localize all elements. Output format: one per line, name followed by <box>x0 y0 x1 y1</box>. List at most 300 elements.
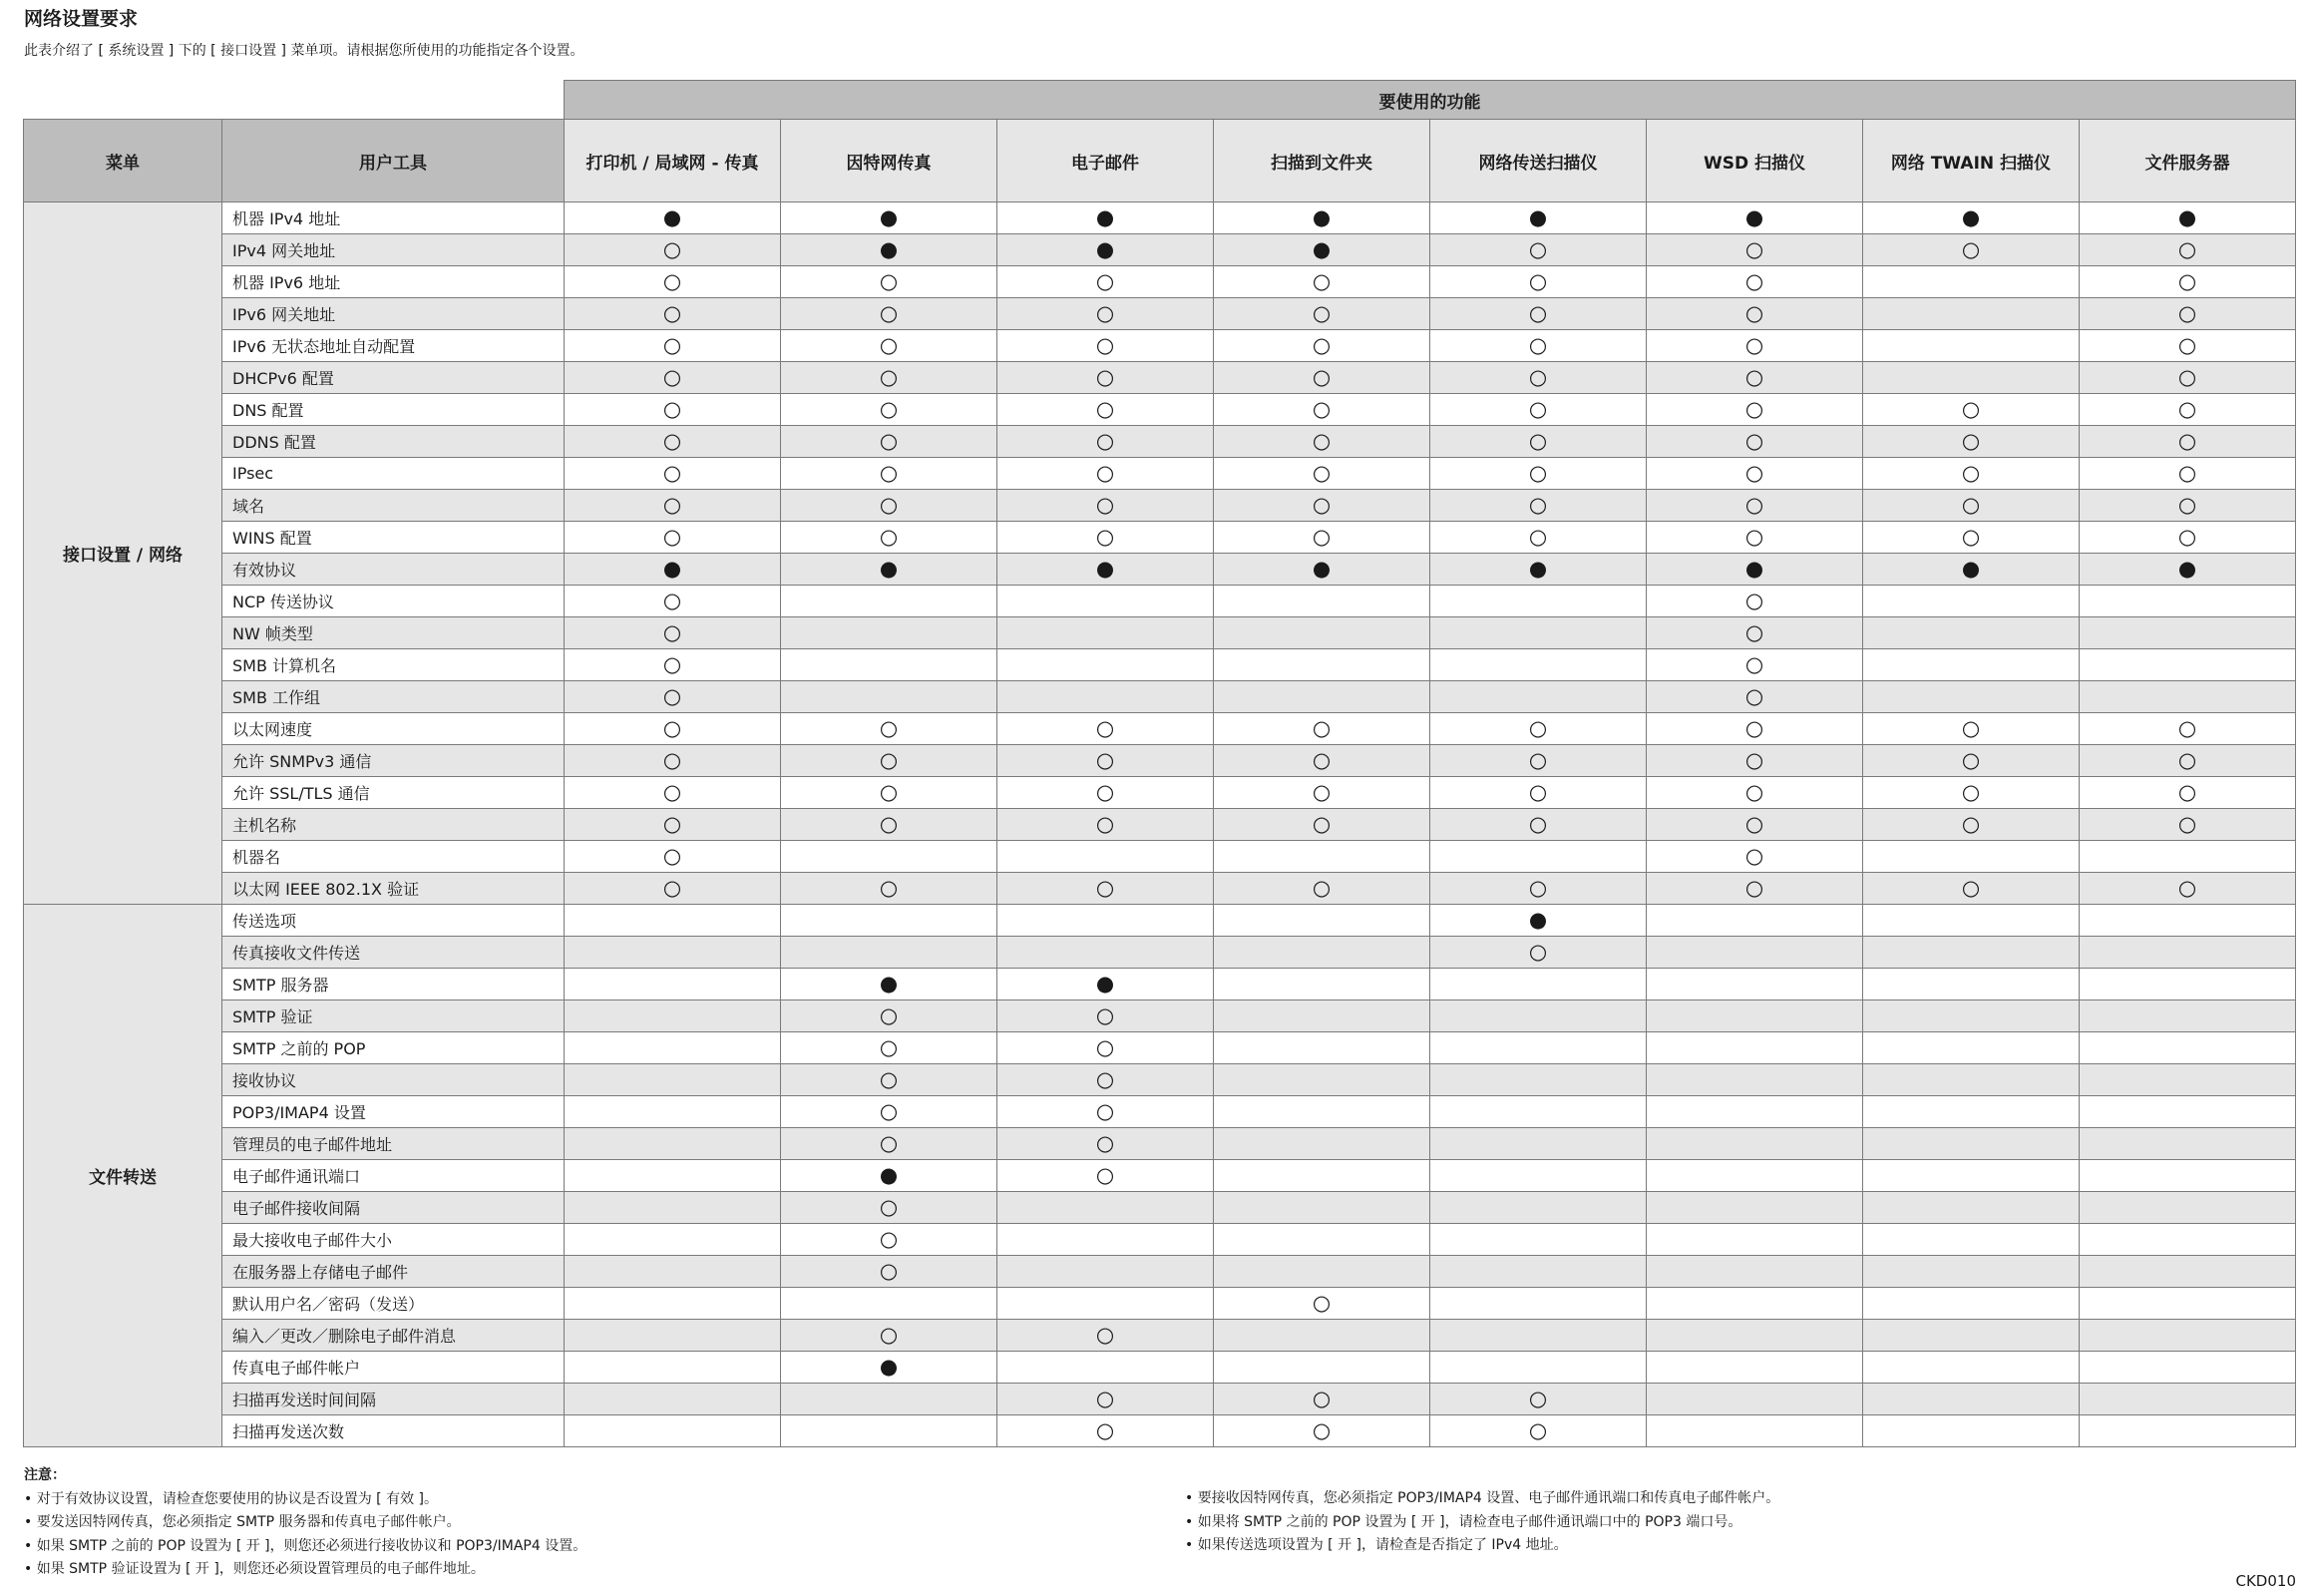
empty-mark-cell <box>565 1000 781 1032</box>
required-mark-cell: ● <box>781 1160 997 1192</box>
optional-mark-cell: ○ <box>781 490 997 522</box>
empty-mark-cell <box>781 937 997 969</box>
menu-group-cell: 接口设置 / 网络 <box>24 202 222 905</box>
optional-mark-cell: ○ <box>2080 234 2296 266</box>
required-mark-cell: ● <box>1430 905 1647 937</box>
empty-mark-cell <box>2080 969 2296 1000</box>
empty-mark-cell <box>1863 1192 2080 1224</box>
optional-mark-cell: ○ <box>781 1224 997 1256</box>
empty-mark-cell <box>1647 1384 1863 1415</box>
user-tool-cell: 以太网 IEEE 802.1X 验证 <box>222 873 565 905</box>
optional-mark-cell: ○ <box>1214 426 1430 458</box>
optional-mark-cell: ○ <box>1647 745 1863 777</box>
optional-mark-cell: ○ <box>1214 458 1430 490</box>
optional-mark-cell: ○ <box>781 426 997 458</box>
optional-mark-cell: ○ <box>1647 394 1863 426</box>
user-tool-cell: IPv6 无状态地址自动配置 <box>222 330 565 362</box>
optional-mark-cell: ○ <box>781 1032 997 1064</box>
empty-mark-cell <box>2080 1128 2296 1160</box>
optional-mark-cell: ○ <box>565 362 781 394</box>
user-tool-cell: 在服务器上存储电子邮件 <box>222 1256 565 1288</box>
empty-mark-cell <box>1430 1128 1647 1160</box>
empty-mark-cell <box>1214 841 1430 873</box>
menu-group-cell: 文件转送 <box>24 905 222 1447</box>
empty-mark-cell <box>1214 1096 1430 1128</box>
optional-mark-cell: ○ <box>1430 330 1647 362</box>
required-mark-cell: ● <box>2080 202 2296 234</box>
empty-mark-cell <box>781 586 997 617</box>
functions-header: 要使用的功能 <box>565 81 2296 120</box>
optional-mark-cell: ○ <box>1647 522 1863 554</box>
empty-mark-cell <box>781 1288 997 1320</box>
empty-mark-cell <box>1863 1288 2080 1320</box>
note-item: • 如果 SMTP 验证设置为 [ 开 ]，则您还必须设置管理员的电子邮件地址。 <box>24 1561 485 1577</box>
optional-mark-cell: ○ <box>1430 522 1647 554</box>
optional-mark-cell: ○ <box>781 266 997 298</box>
optional-mark-cell: ○ <box>1863 777 2080 809</box>
user-tool-cell: 允许 SNMPv3 通信 <box>222 745 565 777</box>
optional-mark-cell: ○ <box>997 1128 1214 1160</box>
optional-mark-cell: ○ <box>1863 490 2080 522</box>
table-row <box>24 1128 2296 1160</box>
empty-mark-cell <box>1430 1352 1647 1384</box>
optional-mark-cell: ○ <box>1647 873 1863 905</box>
empty-mark-cell <box>1214 1256 1430 1288</box>
user-tool-cell: IPsec <box>222 458 565 490</box>
optional-mark-cell: ○ <box>1647 649 1863 681</box>
optional-mark-cell: ○ <box>565 745 781 777</box>
table-row <box>24 937 2296 969</box>
optional-mark-cell: ○ <box>1214 777 1430 809</box>
optional-mark-cell: ○ <box>2080 713 2296 745</box>
required-mark-cell: ● <box>781 969 997 1000</box>
function-column-header: 电子邮件 <box>997 120 1214 202</box>
optional-mark-cell: ○ <box>565 394 781 426</box>
user-tool-cell: 接收协议 <box>222 1064 565 1096</box>
table-row <box>24 1160 2296 1192</box>
optional-mark-cell: ○ <box>997 1096 1214 1128</box>
note-item: • 如果 SMTP 之前的 POP 设置为 [ 开 ]，则您还必须进行接收协议和 POP3/IMAP4 设置。 <box>24 1537 587 1554</box>
table-row <box>24 1000 2296 1032</box>
empty-mark-cell <box>2080 1096 2296 1128</box>
required-mark-cell: ● <box>781 1352 997 1384</box>
table-row <box>24 1224 2296 1256</box>
empty-mark-cell <box>781 841 997 873</box>
user-tool-cell: SMB 计算机名 <box>222 649 565 681</box>
user-tool-cell: 电子邮件通讯端口 <box>222 1160 565 1192</box>
empty-mark-cell <box>1214 1032 1430 1064</box>
optional-mark-cell: ○ <box>781 1128 997 1160</box>
empty-mark-cell <box>1214 1000 1430 1032</box>
empty-mark-cell <box>1647 1000 1863 1032</box>
empty-mark-cell <box>997 586 1214 617</box>
empty-mark-cell <box>1863 1160 2080 1192</box>
empty-mark-cell <box>781 681 997 713</box>
empty-mark-cell <box>565 1288 781 1320</box>
empty-mark-cell <box>565 1160 781 1192</box>
empty-mark-cell <box>1430 1256 1647 1288</box>
optional-mark-cell: ○ <box>2080 298 2296 330</box>
empty-mark-cell <box>1863 1320 2080 1352</box>
empty-mark-cell <box>565 969 781 1000</box>
user-tool-cell: 最大接收电子邮件大小 <box>222 1224 565 1256</box>
optional-mark-cell: ○ <box>781 458 997 490</box>
empty-mark-cell <box>997 681 1214 713</box>
required-mark-cell: ● <box>997 234 1214 266</box>
optional-mark-cell: ○ <box>565 809 781 841</box>
empty-mark-cell <box>1863 649 2080 681</box>
empty-mark-cell <box>1430 1224 1647 1256</box>
optional-mark-cell: ○ <box>1863 522 2080 554</box>
table-row <box>24 713 2296 745</box>
table-row <box>24 234 2296 266</box>
user-tool-cell: 电子邮件接收间隔 <box>222 1192 565 1224</box>
empty-mark-cell <box>1214 1352 1430 1384</box>
empty-mark-cell <box>1214 969 1430 1000</box>
empty-mark-cell <box>565 1352 781 1384</box>
optional-mark-cell: ○ <box>781 1192 997 1224</box>
note-item: • 对于有效协议设置，请检查您要使用的协议是否设置为 [ 有效 ]。 <box>24 1490 438 1507</box>
optional-mark-cell: ○ <box>2080 522 2296 554</box>
table-row <box>24 394 2296 426</box>
optional-mark-cell: ○ <box>565 490 781 522</box>
required-mark-cell: ● <box>1214 554 1430 586</box>
table-row <box>24 362 2296 394</box>
user-tool-cell: 默认用户名／密码（发送） <box>222 1288 565 1320</box>
optional-mark-cell: ○ <box>997 873 1214 905</box>
empty-mark-cell <box>565 1256 781 1288</box>
user-tool-cell: NCP 传送协议 <box>222 586 565 617</box>
table-row <box>24 266 2296 298</box>
optional-mark-cell: ○ <box>997 330 1214 362</box>
optional-mark-cell: ○ <box>1647 490 1863 522</box>
empty-mark-cell <box>997 1288 1214 1320</box>
user-tool-cell: NW 帧类型 <box>222 617 565 649</box>
optional-mark-cell: ○ <box>1430 362 1647 394</box>
optional-mark-cell: ○ <box>997 458 1214 490</box>
table-row <box>24 1415 2296 1447</box>
empty-mark-cell <box>1863 969 2080 1000</box>
optional-mark-cell: ○ <box>1430 426 1647 458</box>
table-row <box>24 522 2296 554</box>
table-row <box>24 1192 2296 1224</box>
optional-mark-cell: ○ <box>565 841 781 873</box>
empty-mark-cell <box>2080 617 2296 649</box>
empty-mark-cell <box>1430 617 1647 649</box>
optional-mark-cell: ○ <box>1214 809 1430 841</box>
empty-mark-cell <box>1647 1064 1863 1096</box>
empty-mark-cell <box>2080 841 2296 873</box>
optional-mark-cell: ○ <box>997 522 1214 554</box>
empty-mark-cell <box>2080 1032 2296 1064</box>
user-tool-cell: DHCPv6 配置 <box>222 362 565 394</box>
optional-mark-cell: ○ <box>1214 394 1430 426</box>
empty-mark-cell <box>1430 1064 1647 1096</box>
user-tool-cell: 域名 <box>222 490 565 522</box>
empty-mark-cell <box>1430 1192 1647 1224</box>
required-mark-cell: ● <box>1647 554 1863 586</box>
empty-mark-cell <box>1863 681 2080 713</box>
optional-mark-cell: ○ <box>1214 490 1430 522</box>
function-column-header: WSD 扫描仪 <box>1647 120 1863 202</box>
empty-mark-cell <box>1214 586 1430 617</box>
required-mark-cell: ● <box>565 554 781 586</box>
table-row <box>24 1288 2296 1320</box>
empty-mark-cell <box>1214 905 1430 937</box>
optional-mark-cell: ○ <box>781 522 997 554</box>
empty-mark-cell <box>1430 841 1647 873</box>
optional-mark-cell: ○ <box>997 362 1214 394</box>
empty-mark-cell <box>2080 681 2296 713</box>
optional-mark-cell: ○ <box>781 330 997 362</box>
optional-mark-cell: ○ <box>1647 841 1863 873</box>
optional-mark-cell: ○ <box>565 330 781 362</box>
optional-mark-cell: ○ <box>1430 266 1647 298</box>
empty-mark-cell <box>1647 1192 1863 1224</box>
note-item: • 要接收因特网传真，您必须指定 POP3/IMAP4 设置、电子邮件通讯端口和传真电子邮件帐户。 <box>1185 1490 1780 1506</box>
optional-mark-cell: ○ <box>1214 522 1430 554</box>
optional-mark-cell: ○ <box>1430 234 1647 266</box>
optional-mark-cell: ○ <box>2080 777 2296 809</box>
empty-mark-cell <box>1863 617 2080 649</box>
empty-mark-cell <box>565 905 781 937</box>
user-tool-cell: 传真接收文件传送 <box>222 937 565 969</box>
optional-mark-cell: ○ <box>1214 873 1430 905</box>
user-tool-cell: SMB 工作组 <box>222 681 565 713</box>
optional-mark-cell: ○ <box>997 426 1214 458</box>
table-row <box>24 1256 2296 1288</box>
table-row <box>24 554 2296 586</box>
empty-mark-cell <box>1647 1288 1863 1320</box>
empty-mark-cell <box>2080 1384 2296 1415</box>
user-tool-cell: 允许 SSL/TLS 通信 <box>222 777 565 809</box>
user-tool-cell: IPv6 网关地址 <box>222 298 565 330</box>
empty-mark-cell <box>997 1224 1214 1256</box>
optional-mark-cell: ○ <box>1863 873 2080 905</box>
empty-mark-cell <box>1863 1128 2080 1160</box>
empty-mark-cell <box>1214 937 1430 969</box>
menu-header: 菜单 <box>24 120 222 202</box>
empty-mark-cell <box>1647 1256 1863 1288</box>
function-column-header: 因特网传真 <box>781 120 997 202</box>
user-tool-cell: 主机名称 <box>222 809 565 841</box>
empty-mark-cell <box>2080 1320 2296 1352</box>
function-column-header: 网络传送扫描仪 <box>1430 120 1647 202</box>
empty-mark-cell <box>1863 330 2080 362</box>
empty-mark-cell <box>2080 1192 2296 1224</box>
optional-mark-cell: ○ <box>781 713 997 745</box>
empty-mark-cell <box>1647 1128 1863 1160</box>
empty-mark-cell <box>2080 586 2296 617</box>
empty-mark-cell <box>1430 1320 1647 1352</box>
optional-mark-cell: ○ <box>1863 458 2080 490</box>
empty-mark-cell <box>2080 937 2296 969</box>
note-item: • 如果将 SMTP 之前的 POP 设置为 [ 开 ]，请检查电子邮件通讯端口中的 POP3 端口号。 <box>1185 1513 1742 1530</box>
optional-mark-cell: ○ <box>1863 809 2080 841</box>
empty-mark-cell <box>1647 969 1863 1000</box>
optional-mark-cell: ○ <box>1214 1384 1430 1415</box>
user-tool-cell: 编入／更改／删除电子邮件消息 <box>222 1320 565 1352</box>
empty-mark-cell <box>1863 298 2080 330</box>
empty-mark-cell <box>565 1128 781 1160</box>
required-mark-cell: ● <box>997 969 1214 1000</box>
empty-mark-cell <box>2080 649 2296 681</box>
intro-text: 此表介绍了 [ 系统设置 ] 下的 [ 接口设置 ] 菜单项。请根据您所使用的功能指定各个设置。 <box>24 43 584 59</box>
required-mark-cell: ● <box>781 202 997 234</box>
empty-mark-cell <box>997 649 1214 681</box>
note-item: • 如果传送选项设置为 [ 开 ]，请检查是否指定了 IPv4 地址。 <box>1185 1537 1568 1553</box>
empty-mark-cell <box>1430 969 1647 1000</box>
optional-mark-cell: ○ <box>997 1384 1214 1415</box>
user-tool-cell: SMTP 服务器 <box>222 969 565 1000</box>
optional-mark-cell: ○ <box>2080 873 2296 905</box>
optional-mark-cell: ○ <box>1430 809 1647 841</box>
empty-mark-cell <box>1863 1064 2080 1096</box>
empty-mark-cell <box>1863 937 2080 969</box>
user-tool-cell: 以太网速度 <box>222 713 565 745</box>
user-tool-cell: SMTP 之前的 POP <box>222 1032 565 1064</box>
empty-mark-cell <box>1214 681 1430 713</box>
notes-right <box>1185 1487 1779 1558</box>
optional-mark-cell: ○ <box>1863 426 2080 458</box>
optional-mark-cell: ○ <box>1214 713 1430 745</box>
empty-mark-cell <box>1214 1192 1430 1224</box>
optional-mark-cell: ○ <box>1647 330 1863 362</box>
table-row <box>24 298 2296 330</box>
empty-mark-cell <box>997 905 1214 937</box>
empty-mark-cell <box>1214 1160 1430 1192</box>
tool-header: 用户工具 <box>222 120 565 202</box>
empty-mark-cell <box>781 905 997 937</box>
empty-mark-cell <box>565 1032 781 1064</box>
user-tool-cell: 管理员的电子邮件地址 <box>222 1128 565 1160</box>
optional-mark-cell: ○ <box>1214 1288 1430 1320</box>
optional-mark-cell: ○ <box>1647 713 1863 745</box>
optional-mark-cell: ○ <box>781 1096 997 1128</box>
figure-code: CKD010 <box>2235 1572 2296 1590</box>
optional-mark-cell: ○ <box>1863 713 2080 745</box>
required-mark-cell: ● <box>1647 202 1863 234</box>
optional-mark-cell: ○ <box>1647 586 1863 617</box>
optional-mark-cell: ○ <box>1214 330 1430 362</box>
table-row <box>24 202 2296 234</box>
empty-mark-cell <box>1647 1096 1863 1128</box>
optional-mark-cell: ○ <box>997 266 1214 298</box>
optional-mark-cell: ○ <box>565 777 781 809</box>
table-row <box>24 1320 2296 1352</box>
table-row <box>24 586 2296 617</box>
user-tool-cell: 传送选项 <box>222 905 565 937</box>
optional-mark-cell: ○ <box>1430 458 1647 490</box>
user-tool-cell: DDNS 配置 <box>222 426 565 458</box>
empty-mark-cell <box>997 1352 1214 1384</box>
empty-mark-cell <box>781 649 997 681</box>
empty-mark-cell <box>2080 1160 2296 1192</box>
optional-mark-cell: ○ <box>2080 490 2296 522</box>
empty-mark-cell <box>1647 1415 1863 1447</box>
user-tool-cell: 机器 IPv4 地址 <box>222 202 565 234</box>
empty-mark-cell <box>1863 1032 2080 1064</box>
optional-mark-cell: ○ <box>1863 745 2080 777</box>
optional-mark-cell: ○ <box>2080 362 2296 394</box>
optional-mark-cell: ○ <box>1647 681 1863 713</box>
optional-mark-cell: ○ <box>1863 394 2080 426</box>
optional-mark-cell: ○ <box>1647 362 1863 394</box>
empty-mark-cell <box>565 1415 781 1447</box>
optional-mark-cell: ○ <box>2080 330 2296 362</box>
empty-mark-cell <box>781 1384 997 1415</box>
table-row <box>24 905 2296 937</box>
empty-mark-cell <box>1647 1352 1863 1384</box>
optional-mark-cell: ○ <box>2080 266 2296 298</box>
optional-mark-cell: ○ <box>997 809 1214 841</box>
table-row <box>24 1352 2296 1384</box>
optional-mark-cell: ○ <box>565 649 781 681</box>
user-tool-cell: POP3/IMAP4 设置 <box>222 1096 565 1128</box>
user-tool-cell: 机器名 <box>222 841 565 873</box>
empty-mark-cell <box>1430 1160 1647 1192</box>
empty-mark-cell <box>997 937 1214 969</box>
required-mark-cell: ● <box>565 202 781 234</box>
table-row <box>24 1096 2296 1128</box>
empty-mark-cell <box>2080 1415 2296 1447</box>
empty-mark-cell <box>2080 1288 2296 1320</box>
optional-mark-cell: ○ <box>781 809 997 841</box>
user-tool-cell: DNS 配置 <box>222 394 565 426</box>
optional-mark-cell: ○ <box>2080 394 2296 426</box>
user-tool-cell: 扫描再发送次数 <box>222 1415 565 1447</box>
table-row <box>24 745 2296 777</box>
optional-mark-cell: ○ <box>997 1320 1214 1352</box>
function-column-header: 文件服务器 <box>2080 120 2296 202</box>
optional-mark-cell: ○ <box>565 298 781 330</box>
optional-mark-cell: ○ <box>2080 426 2296 458</box>
optional-mark-cell: ○ <box>565 713 781 745</box>
optional-mark-cell: ○ <box>997 745 1214 777</box>
user-tool-cell: 扫描再发送时间间隔 <box>222 1384 565 1415</box>
empty-mark-cell <box>1647 1320 1863 1352</box>
empty-mark-cell <box>1214 1064 1430 1096</box>
user-tool-cell: 有效协议 <box>222 554 565 586</box>
empty-mark-cell <box>1863 1224 2080 1256</box>
optional-mark-cell: ○ <box>1430 745 1647 777</box>
empty-mark-cell <box>2080 1224 2296 1256</box>
user-tool-cell: 传真电子邮件帐户 <box>222 1352 565 1384</box>
optional-mark-cell: ○ <box>1214 1415 1430 1447</box>
optional-mark-cell: ○ <box>1430 777 1647 809</box>
table-row <box>24 841 2296 873</box>
empty-mark-cell <box>565 1096 781 1128</box>
empty-mark-cell <box>781 617 997 649</box>
optional-mark-cell: ○ <box>781 1256 997 1288</box>
optional-mark-cell: ○ <box>1430 937 1647 969</box>
required-mark-cell: ● <box>1214 234 1430 266</box>
empty-mark-cell <box>1863 841 2080 873</box>
empty-mark-cell <box>1863 266 2080 298</box>
empty-mark-cell <box>565 1064 781 1096</box>
empty-mark-cell <box>565 1192 781 1224</box>
function-column-header: 扫描到文件夹 <box>1214 120 1430 202</box>
empty-mark-cell <box>997 1256 1214 1288</box>
table-row <box>24 1032 2296 1064</box>
empty-mark-cell <box>1863 1000 2080 1032</box>
empty-mark-cell <box>2080 1352 2296 1384</box>
optional-mark-cell: ○ <box>1647 458 1863 490</box>
optional-mark-cell: ○ <box>997 490 1214 522</box>
optional-mark-cell: ○ <box>2080 809 2296 841</box>
empty-mark-cell <box>1430 1000 1647 1032</box>
optional-mark-cell: ○ <box>1647 298 1863 330</box>
